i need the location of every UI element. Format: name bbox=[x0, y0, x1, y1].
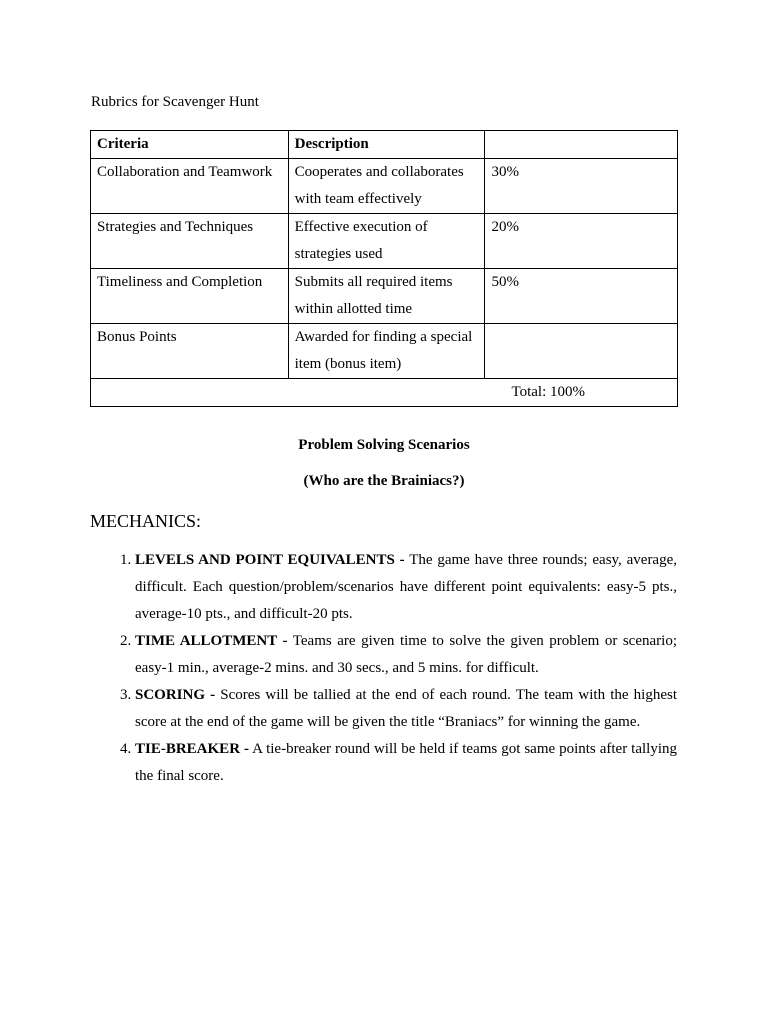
criteria-cell: Strategies and Techniques bbox=[91, 214, 289, 269]
table-row bbox=[91, 214, 678, 269]
list-item-term: TIME ALLOTMENT - bbox=[135, 633, 288, 649]
criteria-cell: Bonus Points bbox=[91, 324, 289, 379]
list-item bbox=[135, 628, 677, 682]
table-row bbox=[91, 159, 678, 214]
criteria-cell: Collaboration and Teamwork bbox=[91, 159, 289, 214]
weight-cell bbox=[485, 324, 678, 379]
list-item bbox=[135, 547, 677, 628]
table-header-row bbox=[91, 131, 678, 159]
description-cell: Submits all required items within allotted time bbox=[288, 269, 485, 324]
list-item-term: LEVELS AND POINT EQUIVALENTS - bbox=[135, 552, 405, 568]
rubric-table bbox=[90, 130, 678, 407]
header-weight bbox=[485, 131, 678, 159]
table-row bbox=[91, 324, 678, 379]
weight-cell: 20% bbox=[485, 214, 678, 269]
weight-cell: 50% bbox=[485, 269, 678, 324]
list-item-term: SCORING - bbox=[135, 687, 216, 703]
list-item-term: TIE-BREAKER - bbox=[135, 741, 249, 757]
list-item-text: Teams are given time to solve the given problem or scenario; easy-1 min., average-2 mins. and 30 secs., and 5 mins. for difficult. bbox=[135, 633, 677, 676]
list-item-text: A tie-breaker round will be held if teams got same points after tallying the final score. bbox=[135, 741, 677, 784]
weight-cell: 30% bbox=[485, 159, 678, 214]
list-item bbox=[135, 682, 677, 736]
description-cell: Effective execution of strategies used bbox=[288, 214, 485, 269]
rubric-title: Rubrics for Scavenger Hunt bbox=[91, 94, 259, 110]
list-item-text: The game have three rounds; easy, average, difficult. Each question/problem/scenarios have different point equivalents: easy-5 pts., average-10 pts., and difficult-20 pts. bbox=[135, 552, 677, 622]
criteria-cell: Timeliness and Completion bbox=[91, 269, 289, 324]
mechanics-heading: MECHANICS: bbox=[90, 511, 202, 531]
description-cell: Awarded for finding a special item (bonus item) bbox=[288, 324, 485, 379]
list-item-text: Scores will be tallied at the end of each round. The team with the highest score at the end of the game will be given the title “Braniacs” for winning the game. bbox=[135, 687, 677, 730]
total-cell: Total: 100% bbox=[91, 379, 678, 407]
table-row bbox=[91, 269, 678, 324]
description-cell: Cooperates and collaborates with team effectively bbox=[288, 159, 485, 214]
mechanics-list bbox=[90, 547, 677, 790]
header-description: Description bbox=[288, 131, 485, 159]
header-criteria: Criteria bbox=[91, 131, 289, 159]
list-item bbox=[135, 736, 677, 790]
section-heading: Problem Solving Scenarios bbox=[298, 437, 470, 453]
section-subheading: (Who are the Brainiacs?) bbox=[303, 473, 465, 489]
table-total-row bbox=[91, 379, 678, 407]
